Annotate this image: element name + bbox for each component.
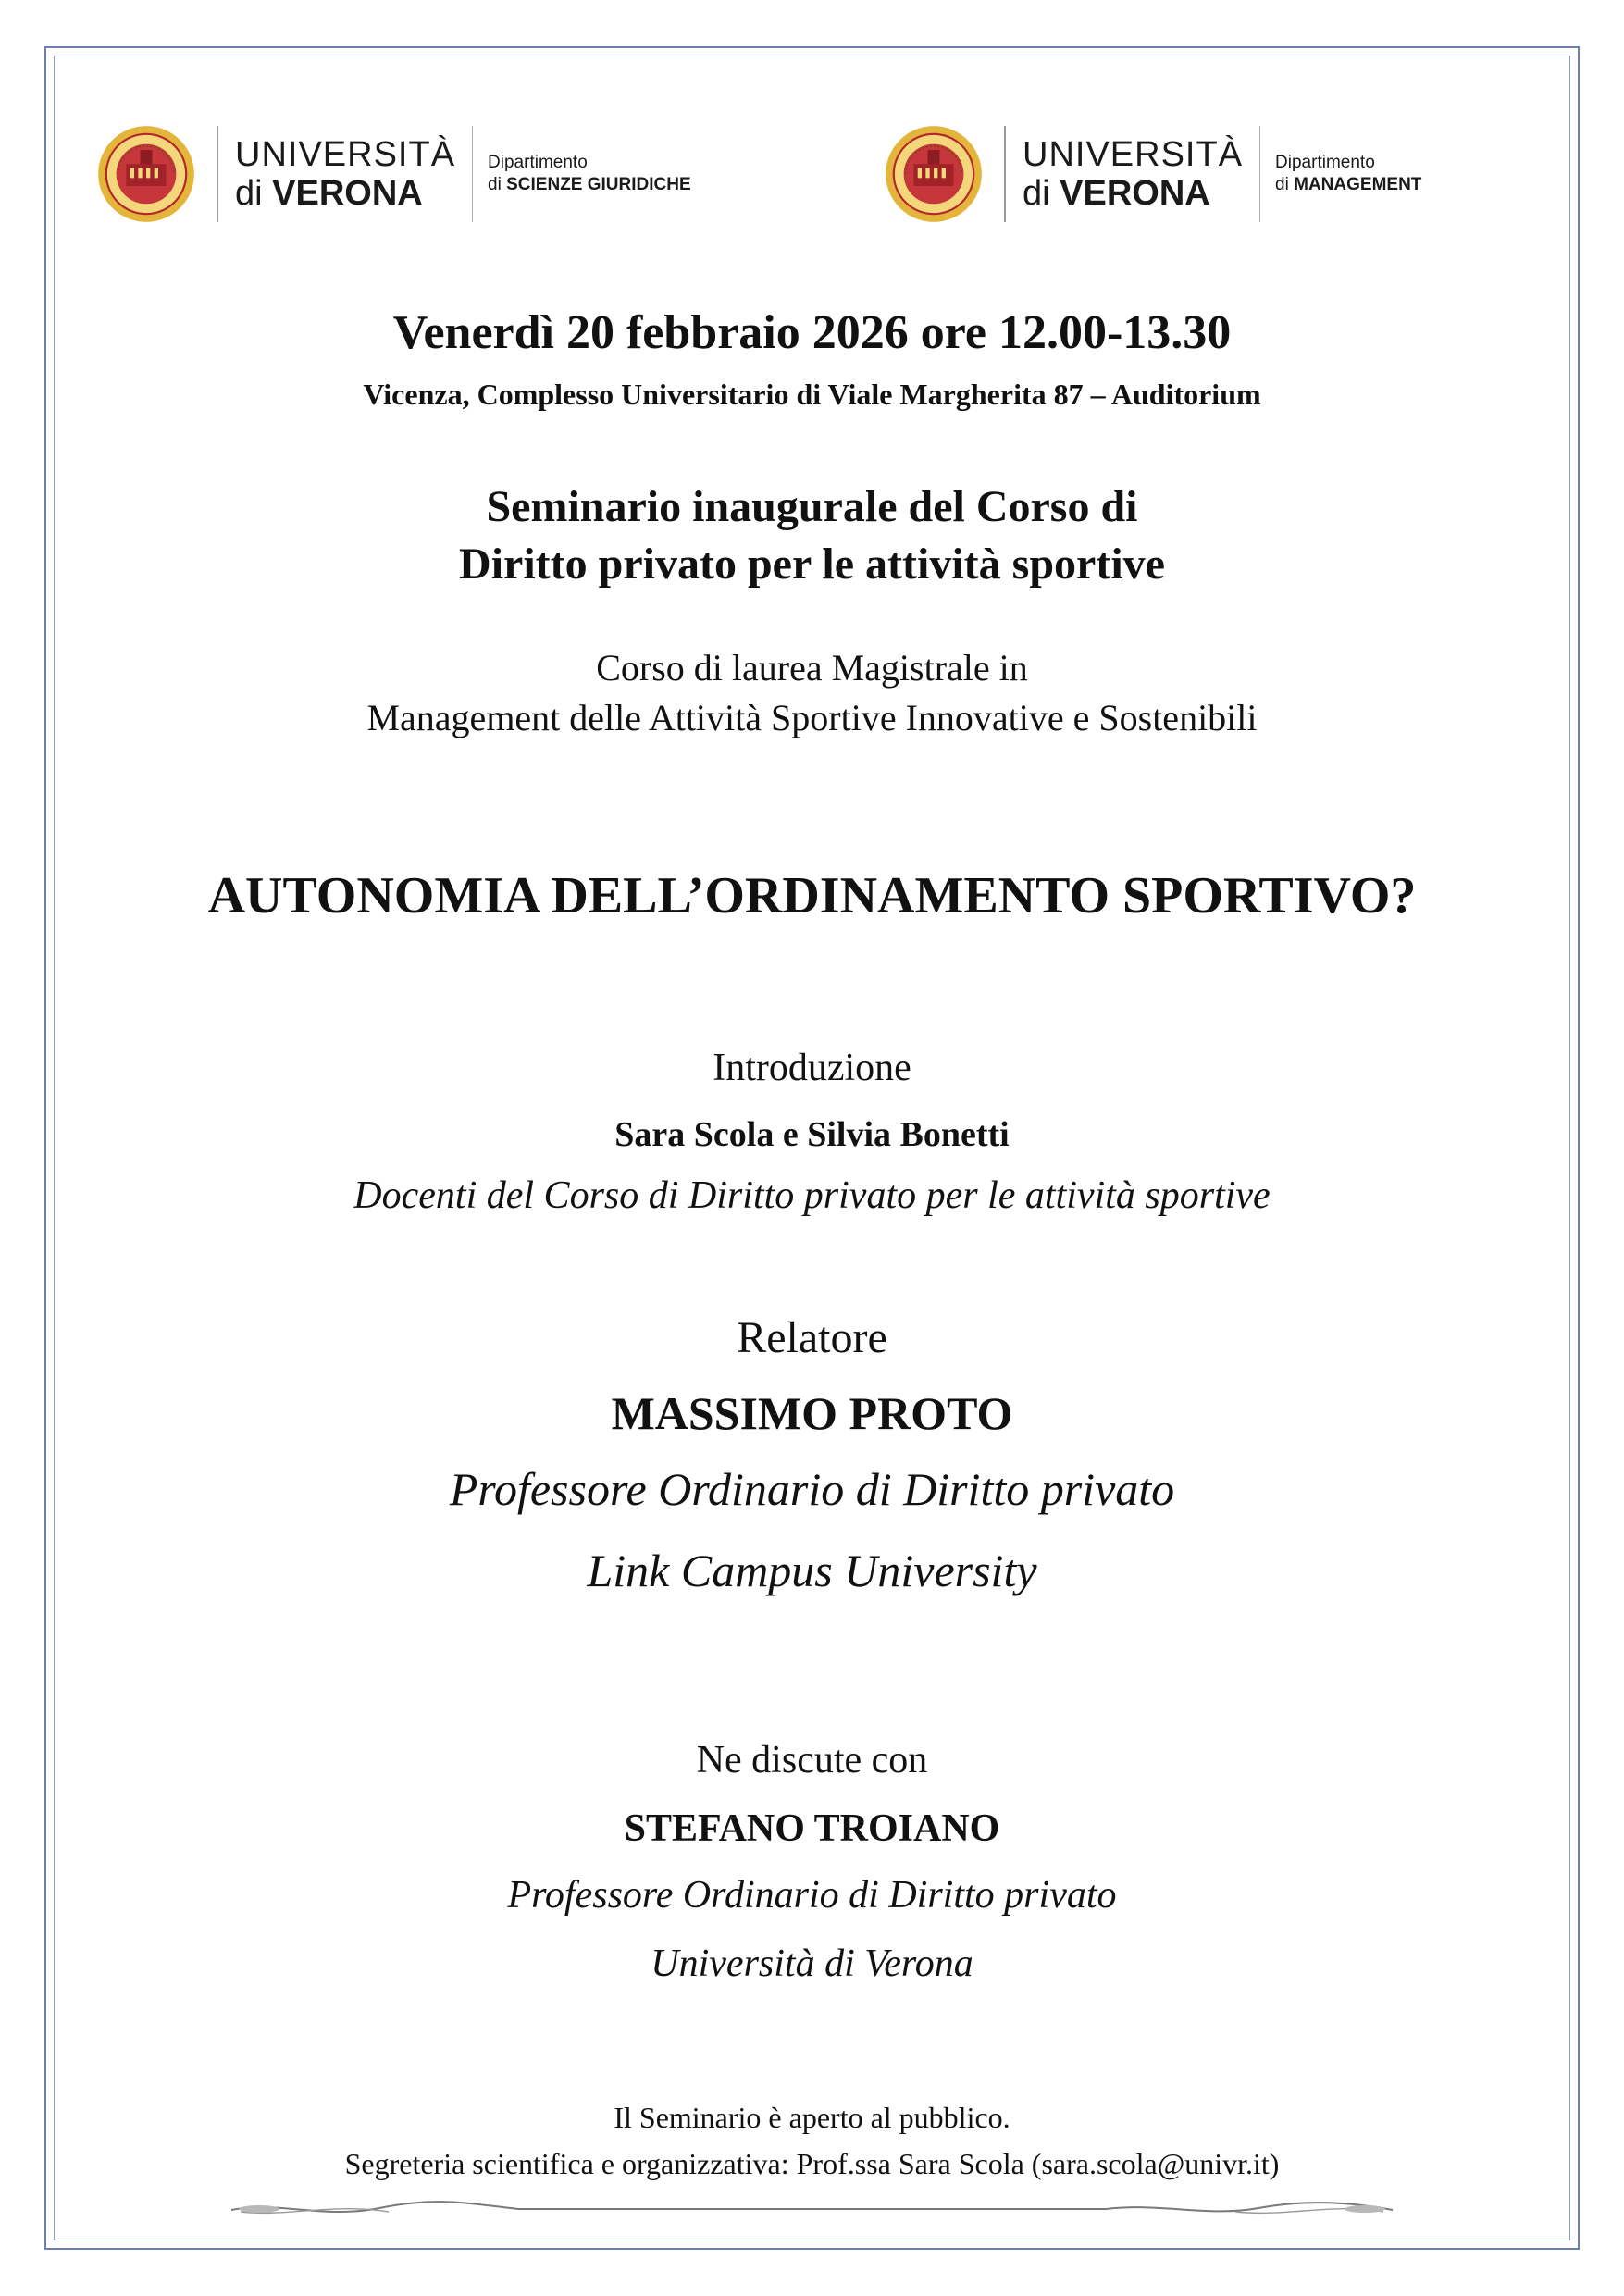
department-label: [1275, 152, 1421, 196]
logo-separator: [217, 126, 218, 222]
introduction-role: Docenti del Corso di Diritto privato per le attività sportive: [353, 1174, 1271, 1217]
seminar-title-line2: Diritto privato per le attività sportive: [459, 540, 1165, 589]
university-name-line1: UNIVERSITÀ: [1023, 135, 1244, 174]
university-di: di: [1023, 174, 1050, 213]
university-wordmark: [235, 137, 455, 211]
logo-separator-2: [1259, 126, 1260, 222]
university-seal-icon: [96, 124, 196, 224]
discussant-affiliation: Università di Verona: [651, 1942, 973, 1985]
department-line2: [488, 174, 691, 196]
speaker-role: Professore Ordinario di Diritto privato: [449, 1463, 1175, 1515]
discussant-role: Professore Ordinario di Diritto privato: [507, 1874, 1117, 1917]
secretariat-note: Segreteria scientifica e organizzativa: Prof.ssa Sara Scola (sara.scola@univr.it): [344, 2147, 1280, 2180]
department-label: [488, 152, 691, 196]
university-wordmark: [1023, 137, 1243, 211]
introduction-label: Introduzione: [713, 1047, 911, 1089]
speaker-label: Relatore: [737, 1313, 887, 1362]
department-line1: Dipartimento: [488, 153, 588, 173]
seminar-title-line1: Seminario inaugurale del Corso di: [486, 482, 1138, 531]
logo-separator-2: [472, 126, 473, 222]
discussant-name: STEFANO TROIANO: [624, 1807, 1000, 1850]
university-city: VERONA: [1060, 174, 1210, 213]
department-di: di: [488, 175, 502, 194]
course-line2: Management delle Attività Sportive Innovative e Sostenibili: [366, 697, 1258, 738]
university-name-line1: UNIVERSITÀ: [235, 135, 456, 174]
course-line1: Corso di laurea Magistrale in: [596, 647, 1028, 689]
footer-flourish-divider: [222, 2197, 1402, 2221]
event-date: Venerdì 20 febbraio 2026 ore 12.00-13.30: [392, 306, 1232, 359]
department-line1: Dipartimento: [1275, 153, 1375, 173]
event-venue: Vicenza, Complesso Universitario di Viale Margherita 87 – Auditorium: [363, 378, 1261, 411]
logo-management: [884, 118, 1421, 230]
speaker-affiliation: Link Campus University: [587, 1545, 1037, 1596]
discussant-label: Ne discute con: [696, 1739, 928, 1781]
speaker-name: MASSIMO PROTO: [611, 1387, 1013, 1439]
university-seal-icon: [884, 124, 984, 224]
department-di: di: [1275, 175, 1289, 194]
university-di: di: [235, 174, 263, 213]
introduction-names: Sara Scola e Silvia Bonetti: [614, 1115, 1010, 1154]
public-note: Il Seminario è aperto al pubblico.: [614, 2101, 1010, 2134]
university-city: VERONA: [272, 174, 423, 213]
logo-scienze-giuridiche: [96, 118, 691, 230]
university-name-line2: [1023, 176, 1243, 211]
department-line2: [1275, 174, 1421, 196]
logo-separator: [1004, 126, 1006, 222]
university-name-line2: [235, 176, 455, 211]
department-name: SCIENZE GIURIDICHE: [506, 175, 691, 194]
main-title: AUTONOMIA DELL’ORDINAMENTO SPORTIVO?: [207, 867, 1417, 925]
department-name: MANAGEMENT: [1294, 175, 1422, 194]
